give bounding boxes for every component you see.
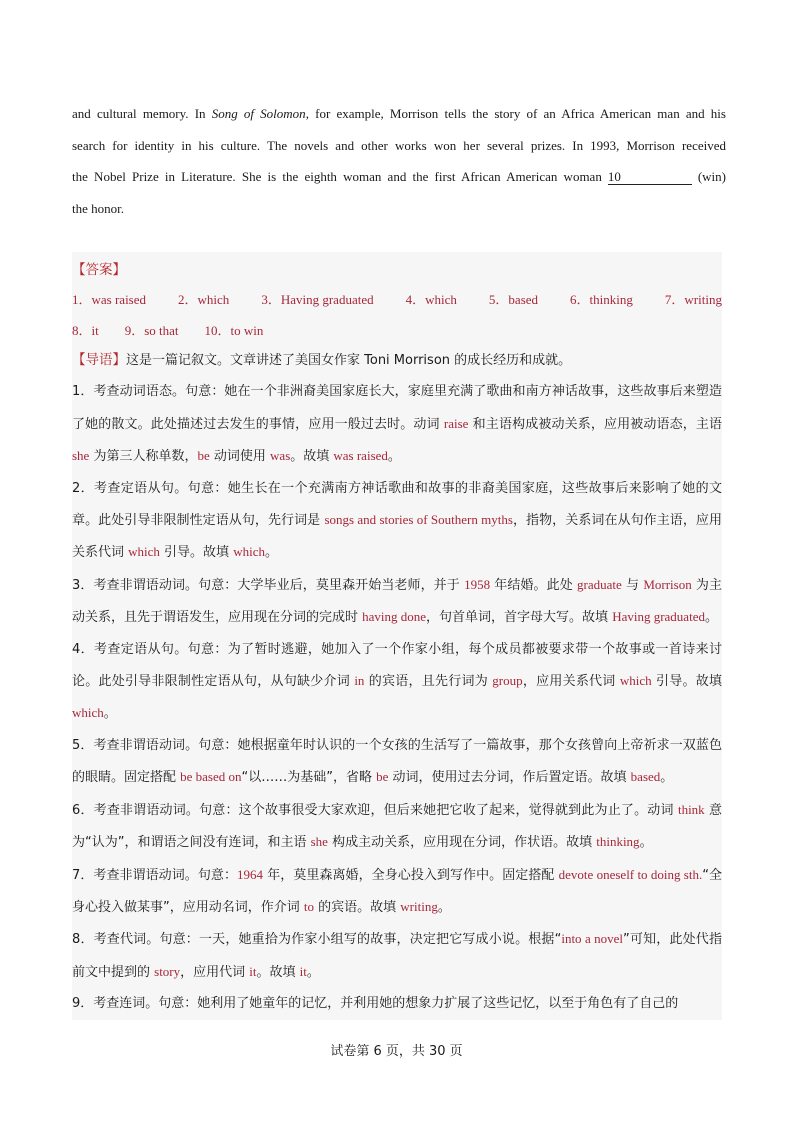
answer-keyword: it: [249, 963, 257, 979]
answer-keyword: songs and stories of Southern myths: [324, 512, 513, 528]
answer-keyword: thinking: [596, 834, 640, 850]
answer-keyword: Having graduated: [612, 609, 705, 625]
explanation-item: [72, 376, 722, 472]
explanation-text: 9．考查连词。句意：她利用了她童年的记忆，并利用她的想象力扩展了这些记忆，以至于角色有了自己的: [72, 996, 679, 1012]
explanation-item: [72, 794, 722, 859]
explanation-text: 。故填: [256, 964, 300, 980]
answer-item: 9．so that: [124, 323, 179, 338]
answer-keyword: it: [299, 963, 307, 979]
explanation-text: 年结婚。此处: [490, 577, 578, 593]
explanation-text: 和主语构成被动关系，应用被动语态，主语: [468, 416, 722, 432]
explanation-text: 的宾语。故填: [314, 899, 401, 915]
explanation-item: [72, 730, 722, 794]
answer-keyword: having done: [362, 609, 427, 625]
answer-tag: 【答案】: [72, 261, 126, 278]
explanation-list: [72, 376, 722, 1019]
explanation-text: 。: [437, 899, 451, 915]
explanation-text: 1．考查动词语态。句意：她在一个非洲裔美国家庭长大，家庭里充满了歌曲和南方神话故事，这些故事后来塑造了她的散文。此处描述过去发生的事情，应用一般过去时。动词: [72, 384, 722, 432]
reading-passage: [72, 98, 726, 224]
explanation-text: 构成主动关系，应用现在分词，作状语。故填: [327, 835, 597, 851]
passage-text: the Nobel Prize in Literature. She is the eighth woman and the first African American woman: [72, 169, 602, 184]
explanation-item: [72, 473, 722, 569]
explanation-text: 意为“认为”，和谓语之间没有连词，和主语: [72, 802, 723, 851]
explanation-text: ，应用关系代词: [522, 674, 620, 690]
explanation-text: 2．考查定语从句。句意：她生长在一个充满南方神话歌曲和故事的非裔美国家庭，这些故事后来影响了她的文章。此处引导非限制性定语从句，先行词是: [72, 480, 722, 529]
answer-keyword: graduate: [577, 576, 622, 592]
answer-tag-row: [72, 252, 722, 283]
answer-keyword: 1958: [464, 576, 491, 592]
passage-line-2: search for identity in his culture. The novels and other works won her several prizes. In 1993, Morrison received: [72, 137, 726, 153]
answer-keyword: 1964: [237, 866, 264, 882]
page-footer: 试卷第 6 页，共 30 页: [330, 1044, 463, 1059]
answer-keyword: be: [197, 448, 210, 464]
answer-keyword: be based on: [180, 769, 242, 785]
answer-item: 1．was raised: [72, 292, 147, 307]
answer-keyword: which: [233, 544, 265, 560]
answer-keyword: was raised: [333, 448, 388, 464]
answer-item: 8．it: [72, 323, 99, 338]
answer-keyword: Morrison: [643, 576, 692, 592]
passage-line-1: [72, 98, 726, 130]
passage-text: , for example, Morrison tells the story of an Africa American man and his: [305, 106, 726, 121]
passage-line-3: [72, 161, 726, 193]
hint-word: (win): [697, 169, 726, 184]
explanation-text: 7．考查非谓语动词。句意：: [72, 867, 238, 883]
explanation-text: 动词，使用过去分词，作后置定语。故填: [388, 770, 631, 786]
explanation-text: 3．考查非谓语动词。句意：大学毕业后，莫里森开始当老师，并于: [72, 577, 465, 593]
explanation-text: 为主动关系，且先于谓语发生，应用现在分词的完成时: [72, 577, 723, 626]
explanation-text: 。故填: [290, 449, 334, 465]
explanation-item: [72, 923, 722, 988]
answer-item: 10．to win: [204, 323, 264, 338]
explanation-text: 。: [704, 610, 718, 626]
explanation-text: 。: [660, 770, 674, 786]
explanation-text: 。: [306, 964, 320, 980]
explanation-text: 。: [264, 545, 278, 561]
answer-keyword: which: [619, 673, 652, 689]
answer-keyword: group: [492, 673, 523, 689]
explanation-text: ，指物，关系词在从句作主语，应用关系代词: [72, 513, 722, 561]
explanation-item: [72, 859, 722, 924]
explanation-text: 8．考查代词。句意：一天，她重拾为作家小组写的故事，决定把它写成小说。根据“: [72, 932, 562, 948]
answer-keyword: to: [303, 898, 314, 914]
explanation-text: 。: [103, 706, 117, 722]
blank-10: 10: [608, 170, 692, 185]
answer-keyword: which: [128, 544, 160, 560]
explanation-text: “全身心投入做某事”，应用动名词，作介词: [72, 867, 722, 915]
guide-tag: 【导语】: [72, 352, 126, 368]
explanation-text: ，句首单词，首字母大写。故填: [426, 610, 613, 626]
explanation-text: 年，莫里森离婚，全身心投入到写作中。固定搭配: [263, 867, 559, 883]
explanation-text: 。: [387, 449, 401, 465]
answer-keyword: raise: [443, 415, 469, 431]
explanation-text: ，应用代词: [180, 964, 250, 980]
explanation-item: [72, 634, 722, 730]
answer-row-2: [72, 314, 722, 345]
answer-keyword: story: [154, 963, 181, 979]
answer-keyword: she: [72, 448, 90, 464]
explanation-text: ”可知，此处代指前文中提到的: [72, 932, 722, 980]
answer-keyword: into a novel: [561, 931, 624, 947]
answer-row-1: [72, 283, 722, 314]
answer-item: 2．which: [178, 292, 230, 307]
explanation-text: 为第三人称单数，: [89, 449, 198, 465]
answer-keyword: was: [270, 448, 291, 464]
answer-keyword: she: [310, 834, 328, 850]
explanation-section: [72, 345, 722, 1020]
answer-keyword: be: [376, 769, 389, 785]
explanation-text: 与: [621, 577, 644, 593]
passage-text: and cultural memory. In: [72, 106, 212, 121]
explanation-text: 的宾语，且先行词为: [364, 674, 493, 690]
answer-section: [72, 252, 722, 1020]
explanation-text: 引导。故填: [159, 545, 234, 561]
answer-item: 5．based: [488, 292, 539, 307]
explanation-text: 5．考查非谓语动词。句意：她根据童年时认识的一个女孩的生活写了一篇故事，那个女孩曾向上帝祈求一双蓝色的眼睛。固定搭配: [72, 737, 722, 786]
explanation-text: 4．考查定语从句。句意：为了暂时逃避，她加入了一个作家小组，每个成员都被要求带一个故事或一首诗来讨论。此处引导非限制性定语从句，从句缺少介词: [72, 641, 722, 690]
answer-keyword: based: [630, 769, 661, 785]
explanation-text: “以……为基础”，省略: [241, 770, 377, 786]
answer-keyword: which: [72, 705, 104, 721]
answer-keyword: in: [354, 673, 365, 689]
answer-keyword: think: [677, 801, 705, 817]
explanation-item: [72, 988, 722, 1019]
answer-item: 6．thinking: [570, 292, 633, 307]
explanation-text: 动词使用: [209, 449, 271, 465]
answer-item: 3．Having graduated: [261, 292, 374, 307]
guide-text: 这是一篇记叙文。文章讲述了美国女作家 Toni Morrison 的成长经历和成就。: [126, 353, 572, 368]
answer-keyword: writing: [400, 898, 438, 914]
passage-line-4: the honor.: [72, 200, 124, 216]
explanation-text: 引导。故填: [651, 674, 722, 690]
guide-paragraph: [72, 345, 722, 376]
explanation-item: [72, 569, 722, 634]
answer-item: 4．which: [405, 292, 457, 307]
book-title: Song of Solomon: [211, 106, 306, 121]
answer-item: 7．writing: [664, 292, 722, 307]
answer-keyword: devote oneself to doing sth.: [558, 866, 703, 882]
explanation-text: 。: [639, 835, 653, 851]
explanation-text: 6．考查非谓语动词。句意：这个故事很受大家欢迎，但后来她把它收了起来，觉得就到此为止了。动词: [72, 802, 678, 818]
